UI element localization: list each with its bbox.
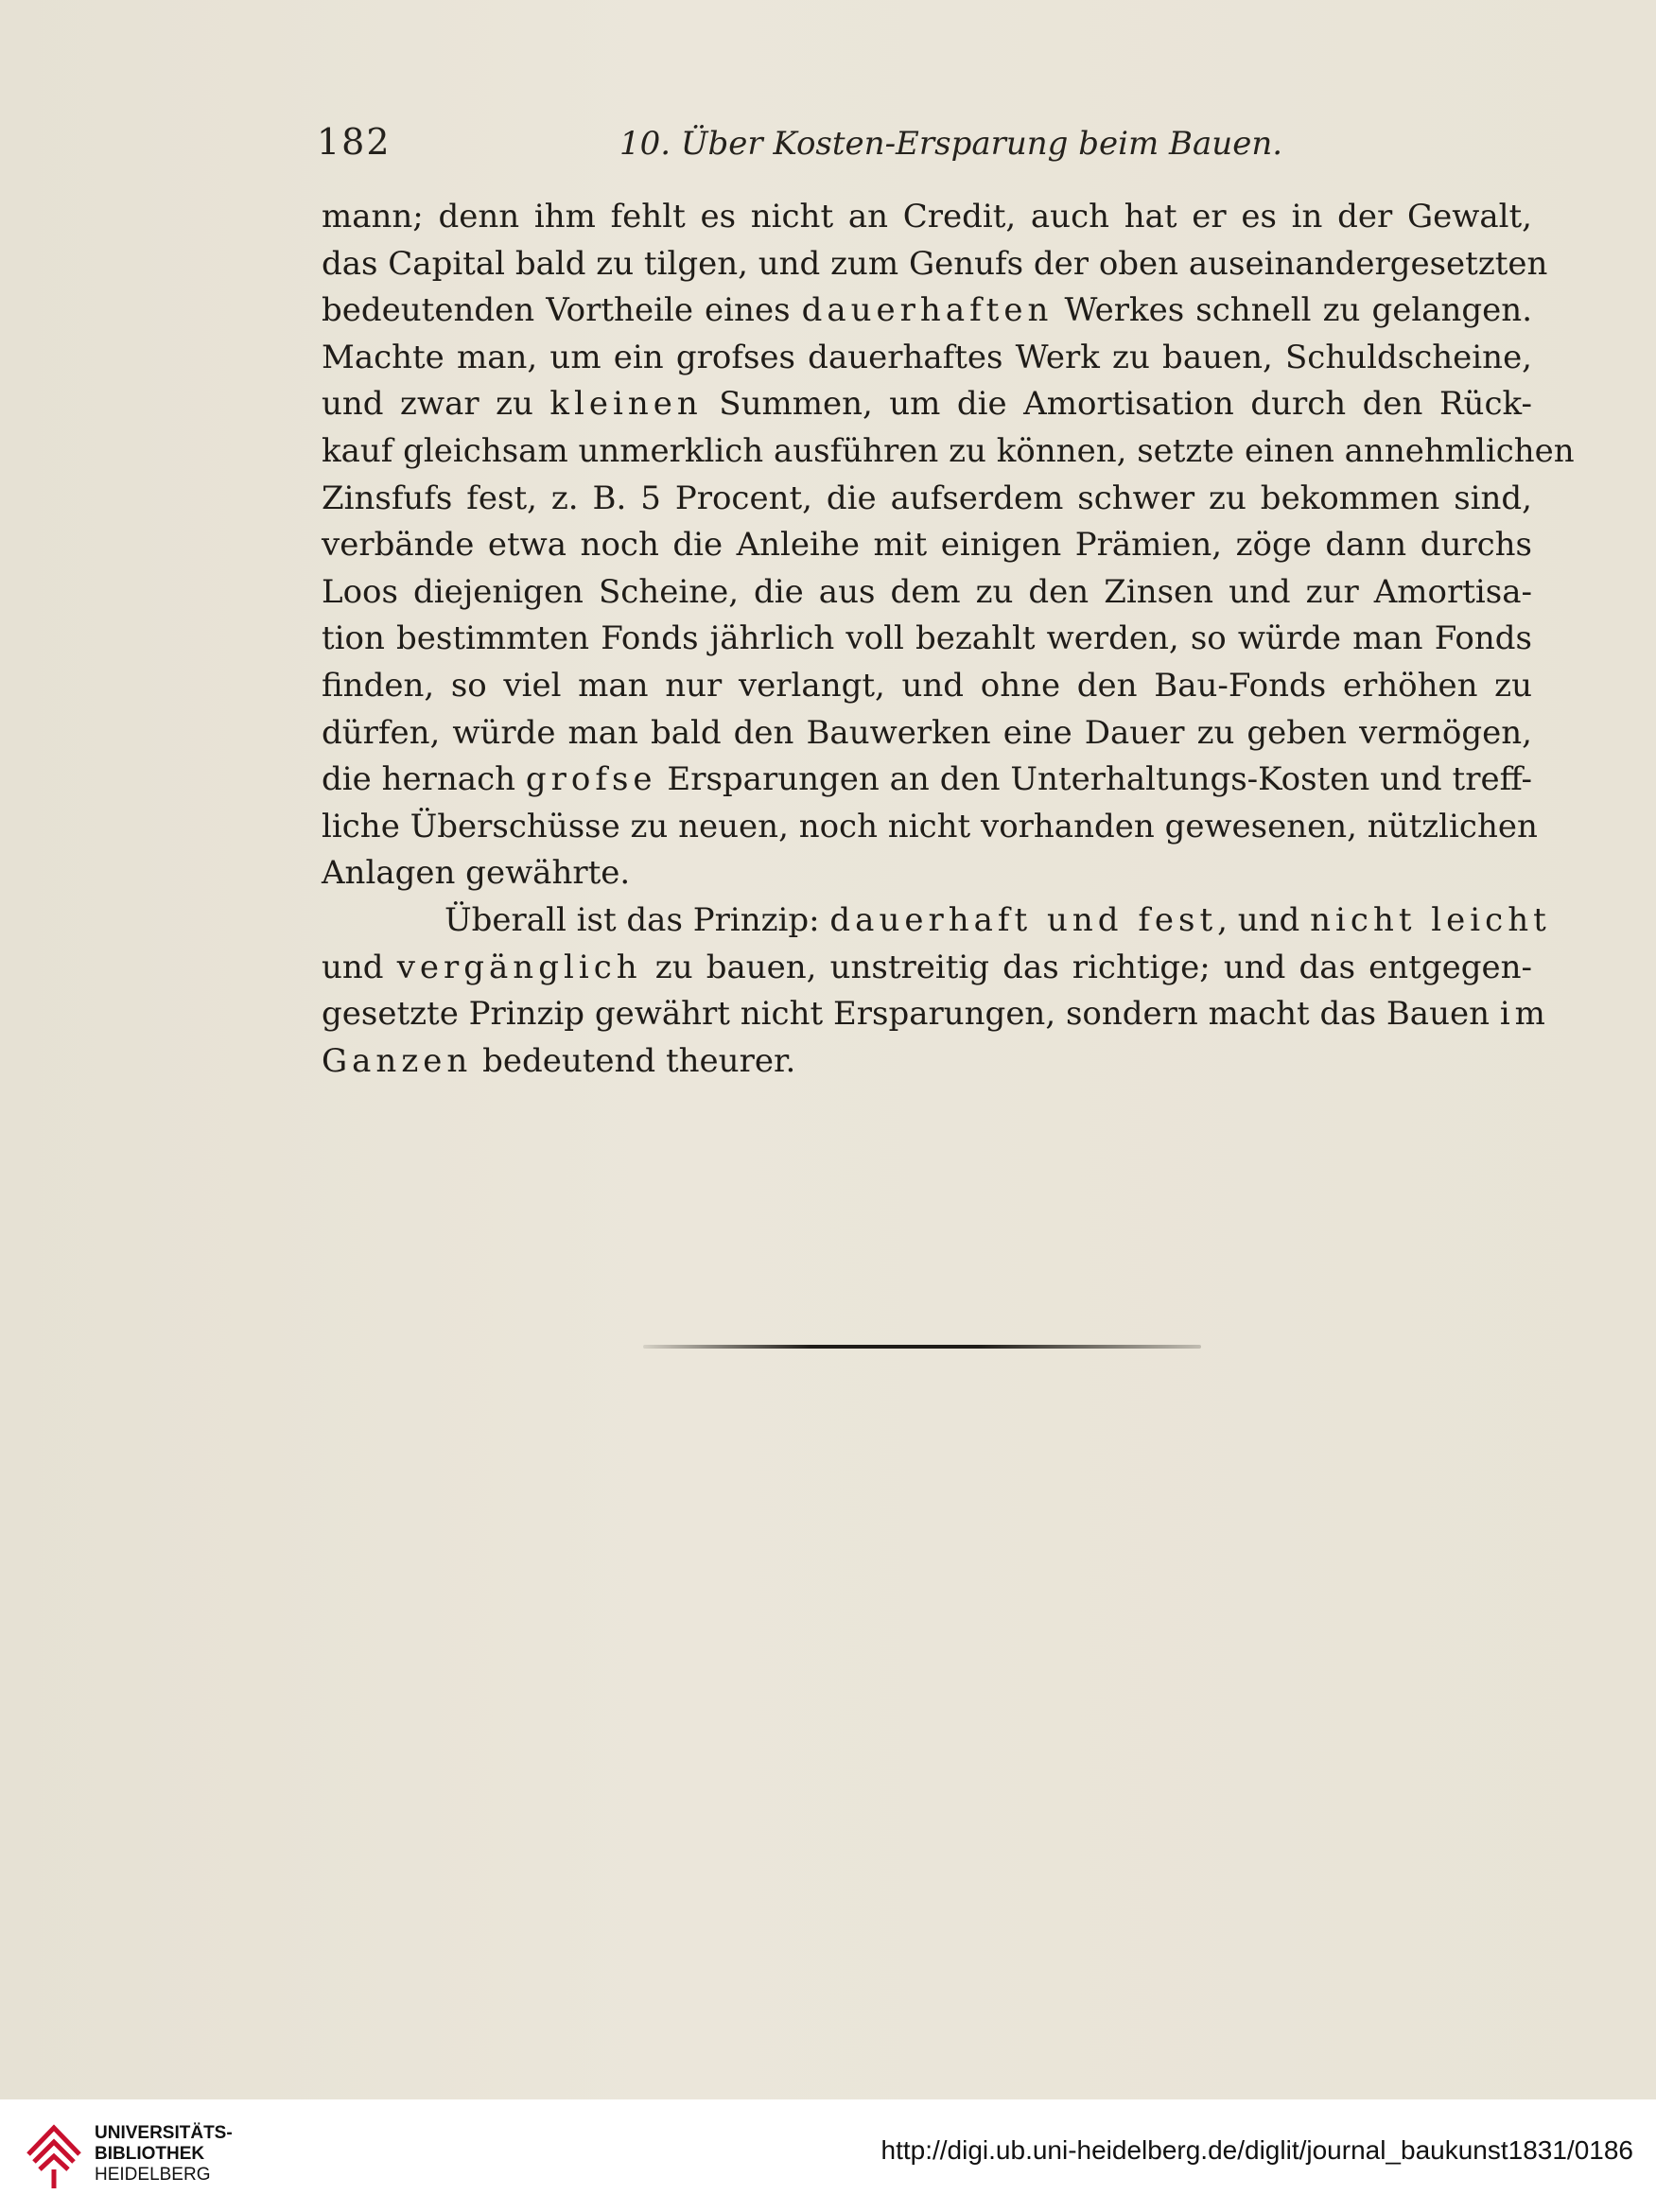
emphasis: vergänglich — [396, 948, 642, 986]
text-line: Überall ist das Prinzip: dauerhaft und fest, und nicht leicht — [445, 900, 1551, 939]
text-line: gesetzte Prinzip gewährt nicht Ersparungen, sondern macht das Bauen im — [322, 995, 1550, 1034]
emphasis: dauerhaft und fest — [829, 900, 1218, 939]
text-line: das Capital bald zu tilgen, und zum Genufs der oben auseinandergesetzten — [322, 244, 1548, 283]
source-url-link[interactable]: http://digi.ub.uni-heidelberg.de/diglit/journal_baukunst1831/0186 — [880, 2135, 1633, 2165]
text-line: Ganzen bedeutend theurer. — [322, 1041, 796, 1080]
text-line: liche Überschüsse zu neuen, noch nicht vorhanden gewesenen, nützlichen — [322, 807, 1538, 845]
running-title: 10. Über Kosten-Ersparung beim Bauen. — [619, 125, 1283, 163]
emphasis: grofse — [525, 760, 657, 799]
text-line: finden, so viel man nur verlangt, und ohne den Bau-Fonds erhöhen zu — [322, 666, 1532, 705]
emphasis: dauerhaften — [801, 291, 1054, 330]
text-line: kauf gleichsam unmerklich ausführen zu können, setzte einen annehmlichen — [322, 431, 1575, 470]
page-header — [317, 121, 1283, 178]
text-line: verbände etwa noch die Anleihe mit einigen Prämien, zöge dann durchs — [322, 526, 1532, 565]
emphasis: im — [1499, 995, 1550, 1034]
emphasis: nicht leicht — [1310, 900, 1551, 939]
text-line: Machte man, um ein grofses dauerhaftes Werk zu bauen, Schuldscheine, — [322, 338, 1532, 376]
body-text — [322, 194, 1575, 1085]
text-line: tion bestimmten Fonds jährlich voll bezahlt werden, so würde man Fonds — [322, 619, 1532, 658]
section-divider — [643, 1345, 1201, 1349]
text-line: Zinsfufs fest, z. B. 5 Procent, die aufserdem schwer zu bekommen sind, — [322, 479, 1532, 517]
text-line: bedeutenden Vortheile eines dauerhaften Werkes schnell zu gelangen. — [322, 291, 1532, 330]
text-line: dürfen, würde man bald den Bauwerken eine Dauer zu geben vermögen, — [322, 713, 1532, 752]
text-line: mann; denn ihm fehlt es nicht an Credit, auch hat er es in der Gewalt, — [322, 198, 1532, 235]
text-line: die hernach grofse Ersparungen an den Unterhaltungs-Kosten und treff- — [322, 760, 1532, 799]
text-line: und vergänglich zu bauen, unstreitig das richtige; und das entgegen- — [322, 948, 1532, 986]
emphasis: kleinen — [549, 385, 703, 424]
text-line: Loos diejenigen Scheine, die aus dem zu den Zinsen und zur Amortisa- — [322, 572, 1532, 611]
emphasis: Ganzen — [322, 1041, 473, 1080]
library-name: UNIVERSITÄTS- BIBLIOTHEK HEIDELBERG — [95, 2123, 233, 2185]
page-number: 182 — [317, 121, 392, 163]
text-line: und zwar zu kleinen Summen, um die Amortisation durch den Rück- — [322, 385, 1532, 424]
text-line: Anlagen gewährte. — [322, 854, 631, 893]
library-logo-icon — [21, 2116, 87, 2192]
